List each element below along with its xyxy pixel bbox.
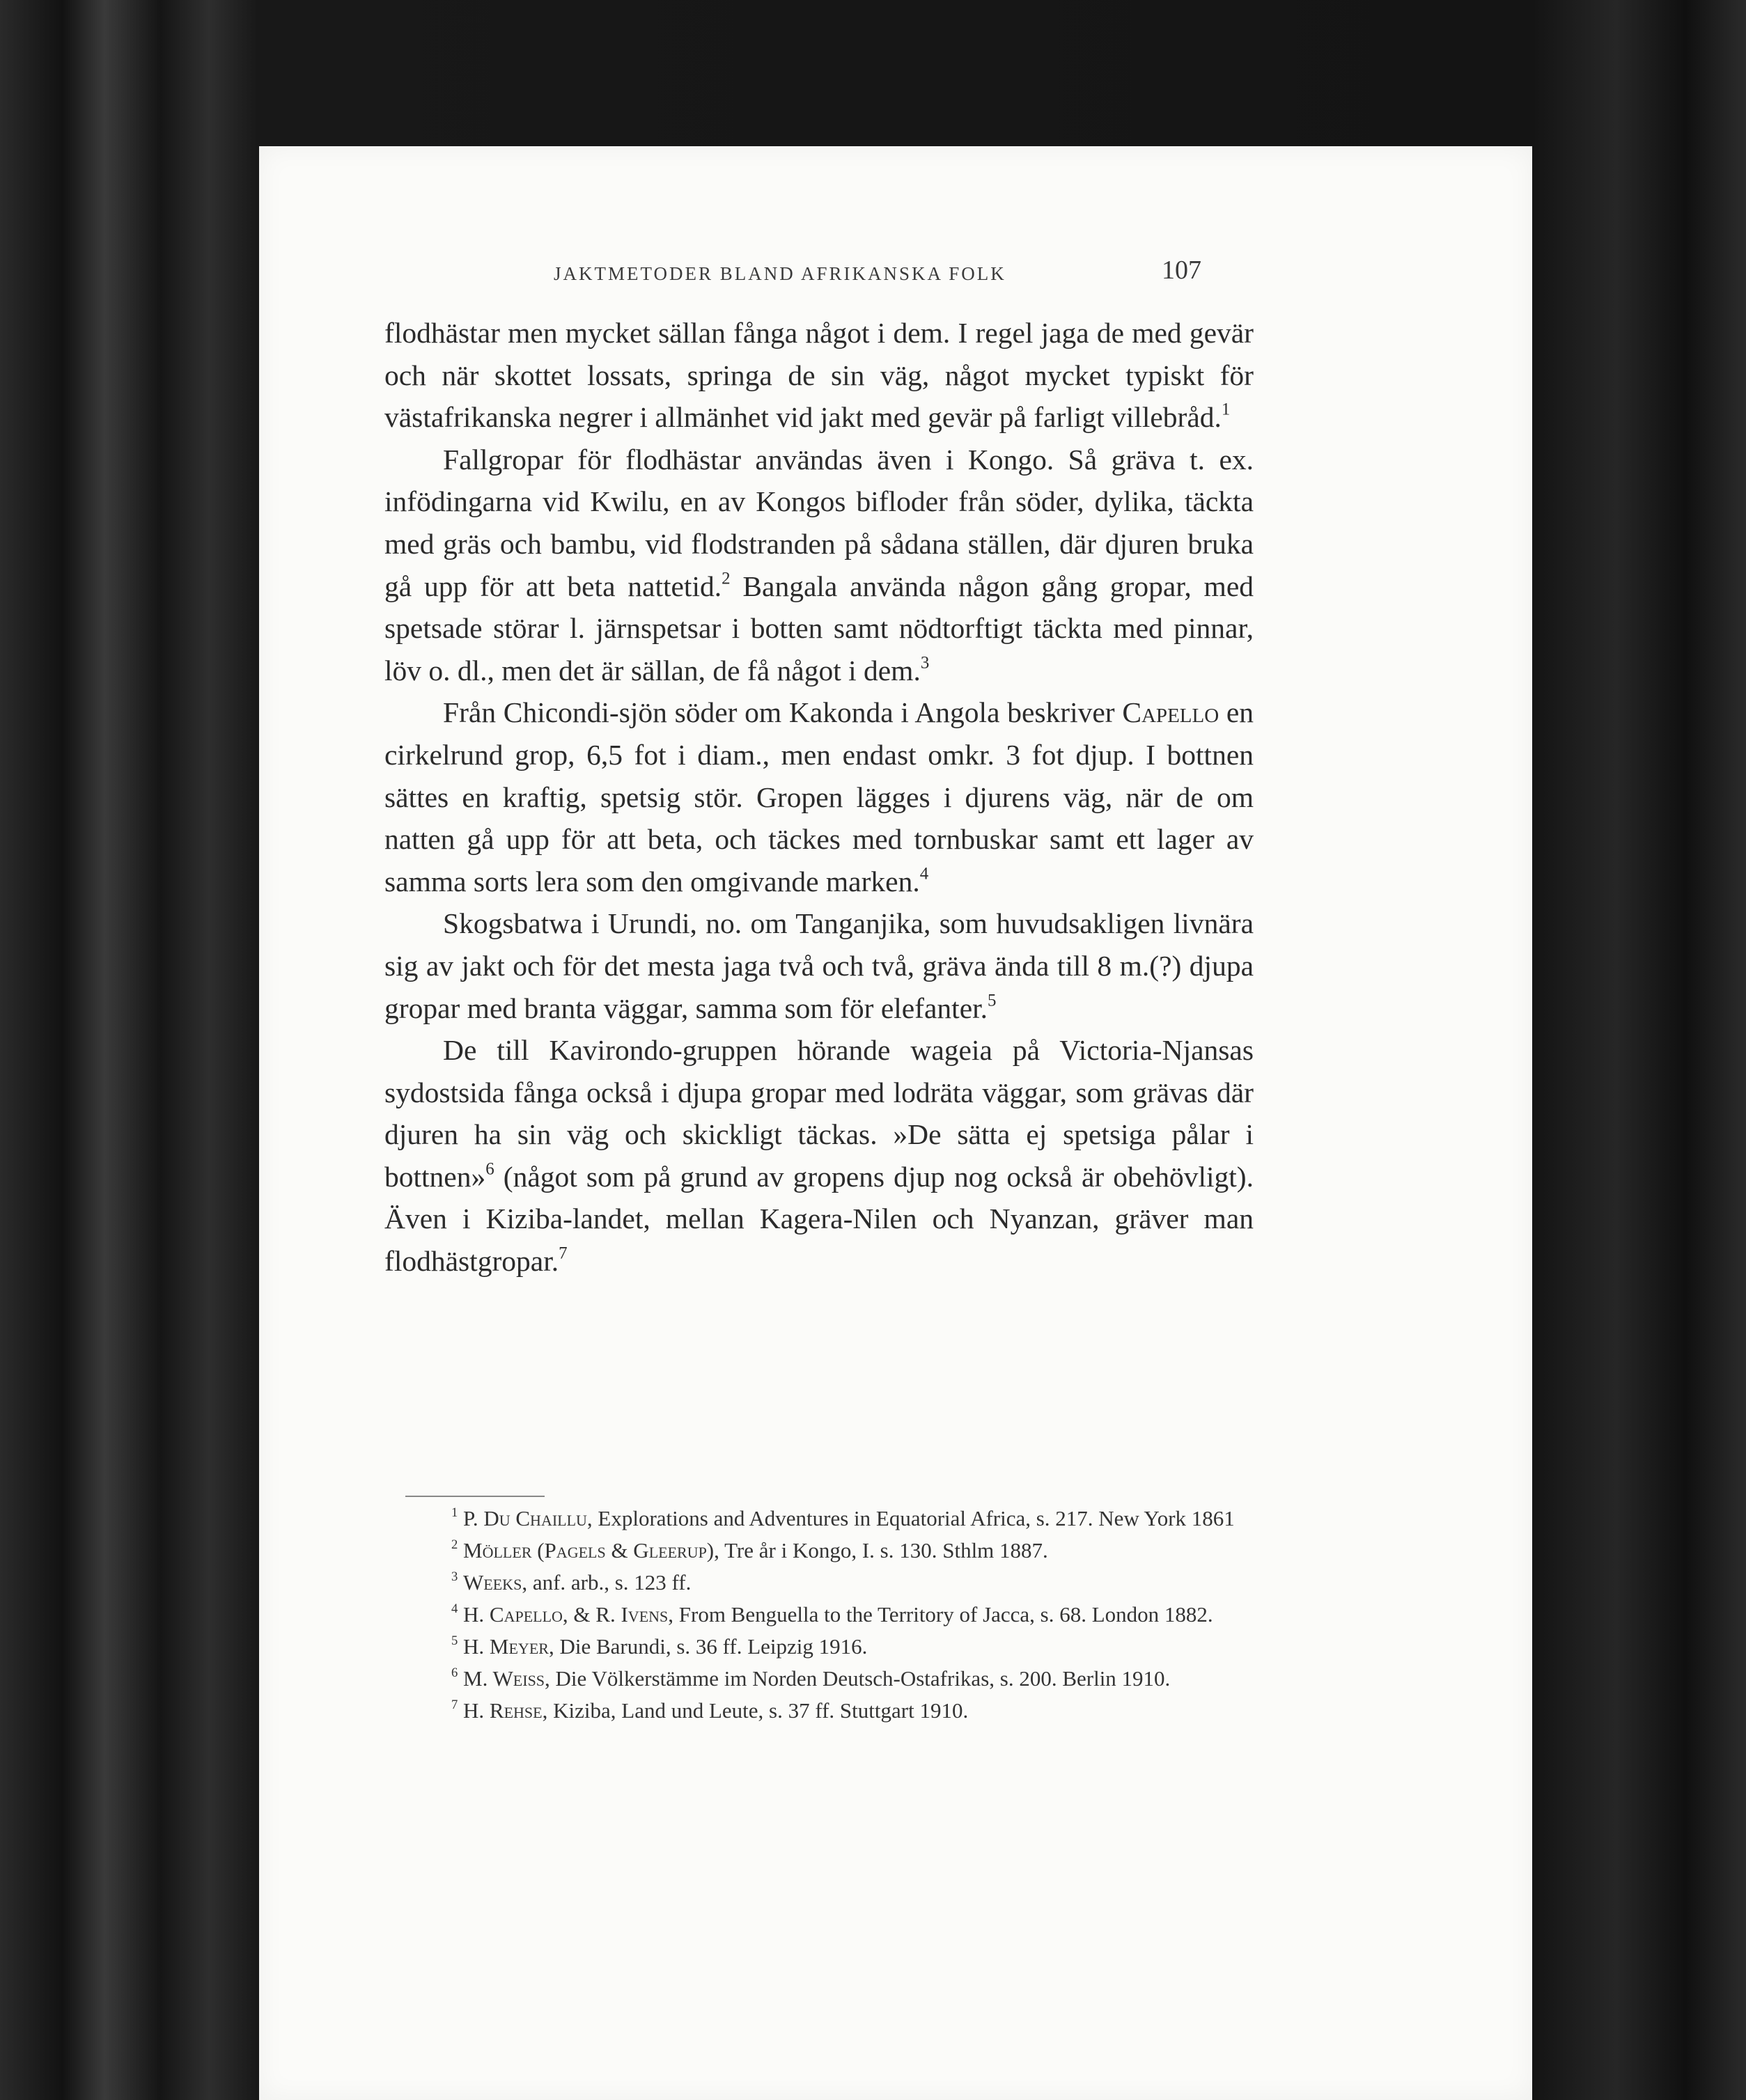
footnote-ref-6: 6 <box>485 1159 494 1179</box>
footnotes <box>405 1503 1254 1727</box>
body-text <box>384 312 1254 1283</box>
footnote-ref-3: 3 <box>920 653 930 673</box>
footnote-ref-1: 1 <box>1221 400 1231 419</box>
paragraph-1: flodhästar men mycket sällan fånga något i dem. I regel jaga de med gevär och när skottet lossats, springa de sin väg, något mycket typiskt för västafrikanska negrer i allmänhet vid jakt med gevär på farligt villebråd.$^1$ <box>384 317 1254 434</box>
footnote-divider <box>405 1496 545 1497</box>
paragraph-4: Skogsbatwa i Urundi, no. om Tanganjika, som huvudsakligen livnära sig av jakt och för det mesta jaga två och två, gräva ända till 8 m.(?) djupa gropar med branta väggar, samma som för elefanter.$^5$ <box>384 907 1254 1024</box>
author-name: Capello <box>1122 696 1219 729</box>
footnote: $^4$ H. Capello, & R. Ivens, From Benguella to the Territory of Jacca, s. 68. London 1882. <box>451 1601 1213 1627</box>
page-number: 107 <box>1162 256 1201 285</box>
footnote: $^1$ P. Du Chaillu, Explorations and Adventures in Equatorial Africa, s. 217. New York 1861 <box>451 1505 1235 1530</box>
footnote-ref-7: 7 <box>559 1244 568 1263</box>
paragraph-3: Från Chicondi-sjön söder om Kakonda i Angola beskriver Capello en cirkelrund grop, 6,5 fot i diam., men endast omkr. 3 fot djup. I bottnen sättes en kraftig, spetsig stör. Gropen lägges i djurens väg, när de om natten gå upp för att beta, och täckes med tornbuskar samt ett lager av samma sorts lera som den omgivande marken.$^4$ <box>384 696 1254 898</box>
footnote: $^3$ Weeks, anf. arb., s. 123 ff. <box>451 1569 692 1594</box>
paragraph-2: Fallgropar för flodhästar användas även i Kongo. Så gräva t. ex. infödingarna vid Kwilu, en av Kongos bifloder från söder, dylika, täckta med gräs och bambu, vid flodstranden på sådana ställen, där djuren bruka gå upp för att beta nattetid.$^2$ Bangala använda någon gång gropar, med spetsade störar l. järnspetsar i botten samt nödtorftigt täckta med pinnar, löv o. dl., men det är sällan, de få något i dem.$^3$ <box>384 443 1254 687</box>
footnote: $^6$ M. Weiss, Die Völkerstämme im Norden Deutsch-Ostafrikas, s. 200. Berlin 1910. <box>451 1665 1171 1691</box>
footnote: $^5$ H. Meyer, Die Barundi, s. 36 ff. Leipzig 1916. <box>451 1633 868 1659</box>
footnote: $^7$ H. Rehse, Kiziba, Land und Leute, s. 37 ff. Stuttgart 1910. <box>451 1697 969 1723</box>
footnote-ref-4: 4 <box>919 864 929 884</box>
footnote-ref-5: 5 <box>988 991 997 1010</box>
paragraph-5: De till Kavirondo-gruppen hörande wageia på Victoria-Njansas sydostsida fånga också i djupa gropar med lodräta väggar, som grävas där djuren ha sin väg och skickligt täckas. »De sätta ej spetsiga pålar i bottnen»$^6$ (något som på grund av gropens djup nog också är obehövligt). Även i Kiziba-landet, mellan Kagera-Nilen och Nyanzan, gräver man flodhästgropar.$^7$ <box>384 1034 1254 1278</box>
footnote: $^2$ Möller (Pagels & Gleerup), Tre år i Kongo, I. s. 130. Sthlm 1887. <box>451 1537 1048 1562</box>
running-title: JAKTMETODER BLAND AFRIKANSKA FOLK <box>554 263 1006 284</box>
footnote-ref-2: 2 <box>722 569 731 588</box>
